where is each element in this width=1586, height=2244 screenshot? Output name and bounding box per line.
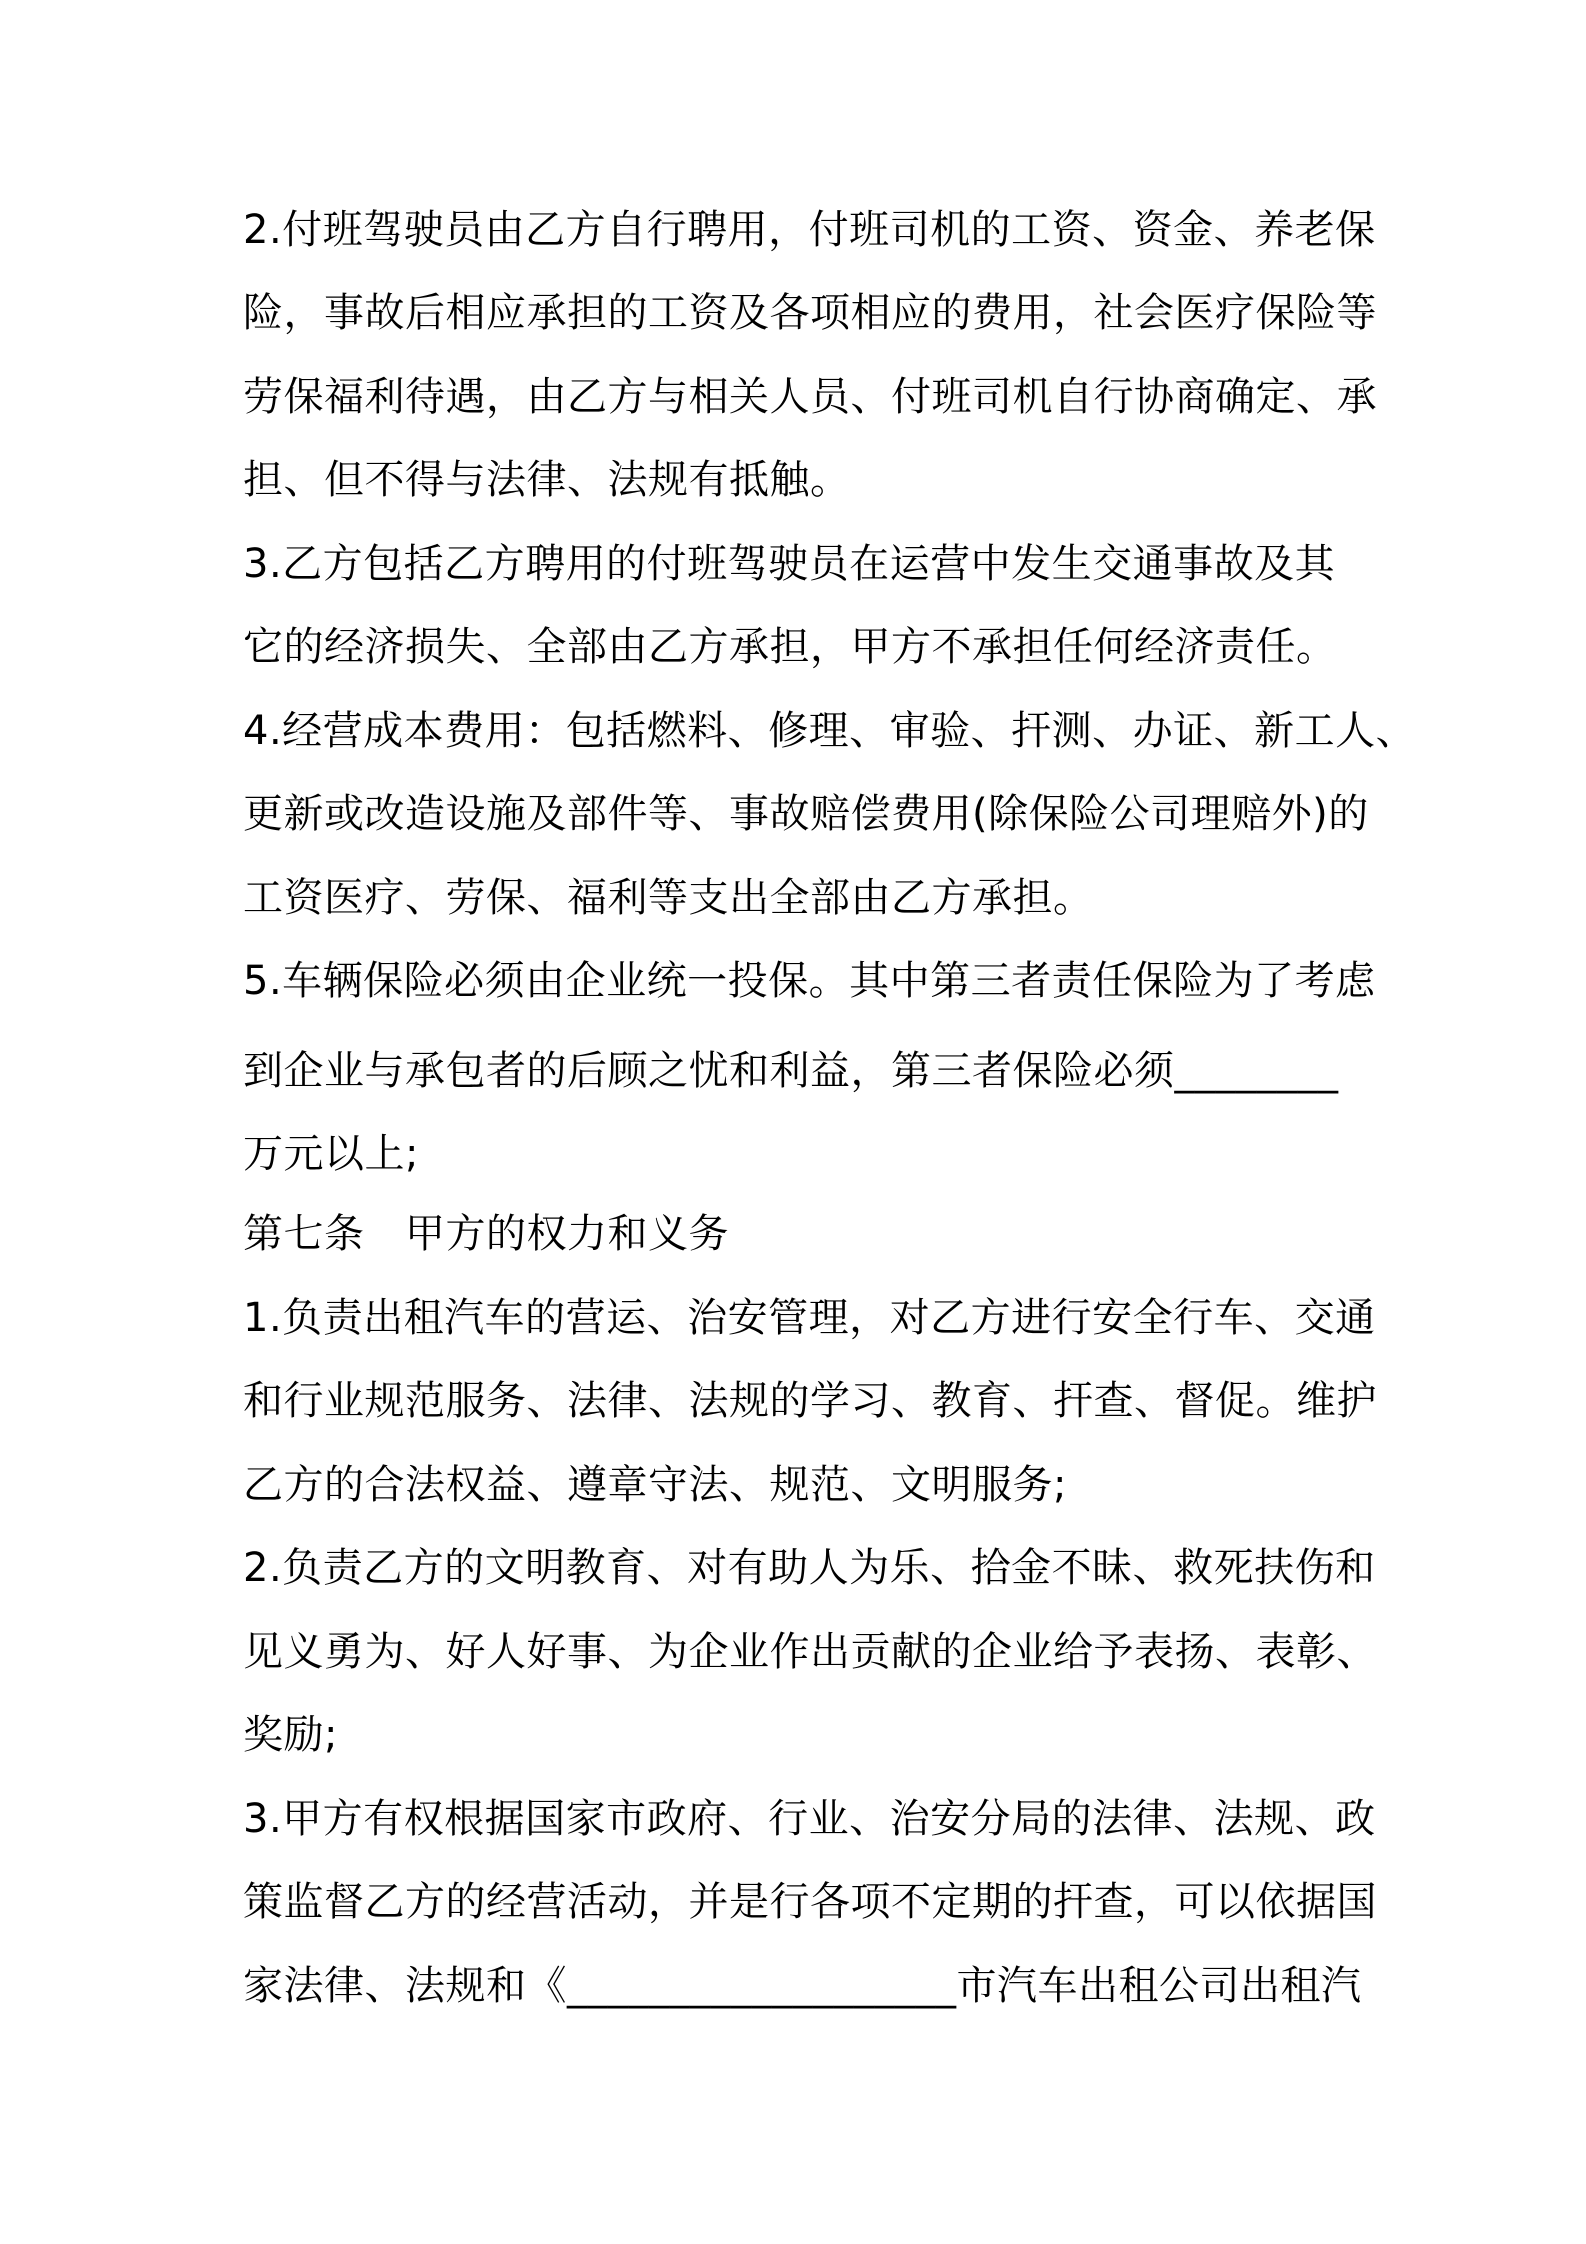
text-line: 险，事故后相应承担的工资及各项相应的费用，社会医疗保险等 [243, 290, 1377, 336]
text-line: 担、但不得与法律、法规有抵触。 [243, 457, 851, 503]
text-line: 5.车辆保险必须由企业统一投保。其中第三者责任保险为了考虑 [243, 958, 1376, 1004]
text-line: 乙方的合法权益、遵章守法、规范、文明服务; [243, 1462, 1067, 1508]
text-line: 更新或改造设施及部件等、事故赔偿费用(除保险公司理赔外)的 [243, 791, 1369, 837]
text-line: 到企业与承包者的后顾之忧和利益，第三者保险必须________ [243, 1048, 1339, 1094]
text-line: 1.负责出租汽车的营运、治安管理，对乙方进行安全行车、交通 [243, 1295, 1376, 1341]
text-line: 奖励; [243, 1712, 338, 1758]
text-line: 万元以上; [243, 1131, 419, 1177]
text-line: 工资医疗、劳保、福利等支出全部由乙方承担。 [243, 875, 1094, 921]
text-line: 2.负责乙方的文明教育、对有助人为乐、拾金不昧、救死扶伤和 [243, 1545, 1376, 1591]
text-line: 它的经济损失、全部由乙方承担，甲方不承担任何经济责任。 [243, 624, 1337, 670]
text-line: 见义勇为、好人好事、为企业作出贡献的企业给予表扬、表彰、 [243, 1629, 1377, 1675]
text-line: 和行业规范服务、法律、法规的学习、教育、扞查、督促。维护 [243, 1378, 1377, 1424]
section-heading: 第七条 甲方的权力和义务 [243, 1211, 729, 1257]
text-line: 劳保福利待遇，由乙方与相关人员、付班司机自行协商确定、承 [243, 374, 1377, 420]
text-line: 3.甲方有权根据国家市政府、行业、治安分局的法律、法规、政 [243, 1796, 1376, 1842]
text-line: 4.经营成本费用：包括燃料、修理、审验、扞测、办证、新工人、 [243, 708, 1417, 754]
text-line: 家法律、法规和《___________________市汽车出租公司出租汽 [243, 1963, 1362, 2009]
text-line: 3.乙方包括乙方聘用的付班驾驶员在运营中发生交通事故及其 [243, 541, 1336, 587]
text-line: 策监督乙方的经营活动，并是行各项不定期的扞查，可以依据国 [243, 1879, 1377, 1925]
text-line: 2.付班驾驶员由乙方自行聘用，付班司机的工资、资金、养老保 [243, 207, 1376, 253]
